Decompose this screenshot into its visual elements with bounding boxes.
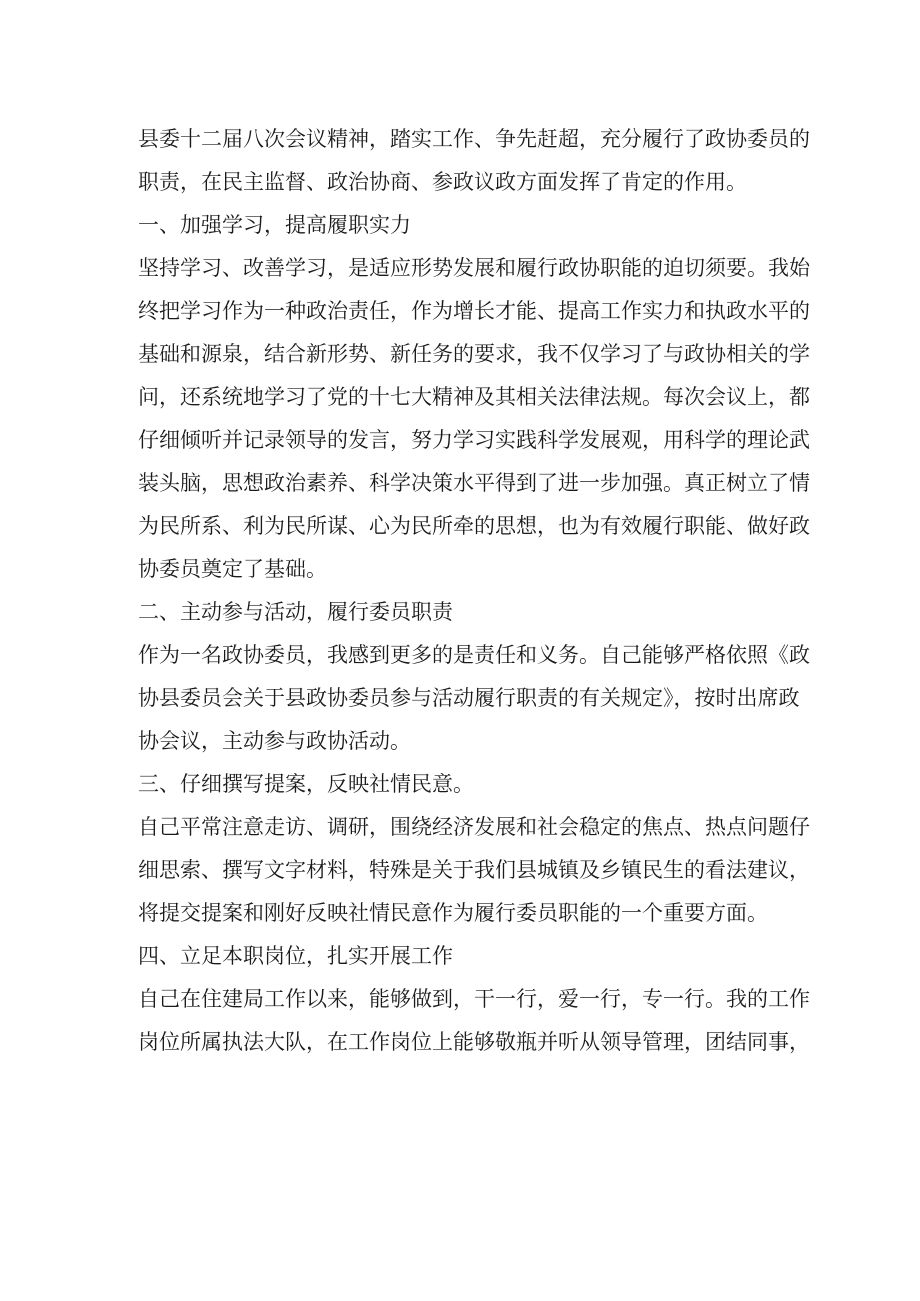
text-line: 协会议，主动参与政协活动。 xyxy=(138,729,411,753)
text-line: 岗位所属执法大队，在工作岗位上能够敬瓶并听从领导管理，团结同事， xyxy=(138,1030,810,1054)
text-line: 终把学习作为一种政治责任，作为增长才能、提高工作实力和执政水平的 xyxy=(138,299,810,323)
document-body xyxy=(138,118,810,1064)
text-line: 职责，在民主监督、政治协商、参政议政方面发挥了肯定的作用。 xyxy=(138,170,747,194)
text-line: 作为一名政协委员，我感到更多的是责任和义务。自己能够严格依照《政 xyxy=(138,643,810,667)
text-line: 协县委员会关于县政协委员参与活动履行职责的有关规定》，按时出席政 xyxy=(138,686,800,710)
text-line: 装头脑，思想政治素养、科学决策水平得到了进一步加强。真正树立了情 xyxy=(138,471,810,495)
text-line: 自己在住建局工作以来，能够做到，干一行，爱一行，专一行。我的工作 xyxy=(138,987,810,1011)
text-line: 为民所系、利为民所谋、心为民所牵的思想，也为有效履行职能、做好政 xyxy=(138,514,810,538)
text-line: 基础和源泉，结合新形势、新任务的要求，我不仅学习了与政协相关的学 xyxy=(138,342,810,366)
text-line: 坚持学习、改善学习，是适应形势发展和履行政协职能的迫切须要。我始 xyxy=(138,256,810,280)
section-heading: 一、加强学习，提高履职实力 xyxy=(138,213,411,237)
section-heading: 二、主动参与活动，履行委员职责 xyxy=(138,600,453,624)
text-line: 自己平常注意走访、调研，围绕经济发展和社会稳定的焦点、热点问题仔 xyxy=(138,815,810,839)
text-line: 协委员奠定了基础。 xyxy=(138,557,327,581)
text-line: 仔细倾听并记录领导的发言，努力学习实践科学发展观，用科学的理论武 xyxy=(138,428,810,452)
section-heading: 四、立足本职岗位，扎实开展工作 xyxy=(138,944,453,968)
text-line: 将提交提案和刚好反映社情民意作为履行委员职能的一个重要方面。 xyxy=(138,901,768,925)
text-line: 细思索、撰写文字材料，特殊是关于我们县城镇及乡镇民生的看法建议， xyxy=(138,858,810,882)
text-line: 县委十二届八次会议精神，踏实工作、争先赶超，充分履行了政协委员的 xyxy=(138,127,810,151)
section-heading: 三、仔细撰写提案，反映社情民意。 xyxy=(138,772,474,796)
text-line: 问，还系统地学习了党的十七大精神及其相关法律法规。每次会议上，都 xyxy=(138,385,810,409)
